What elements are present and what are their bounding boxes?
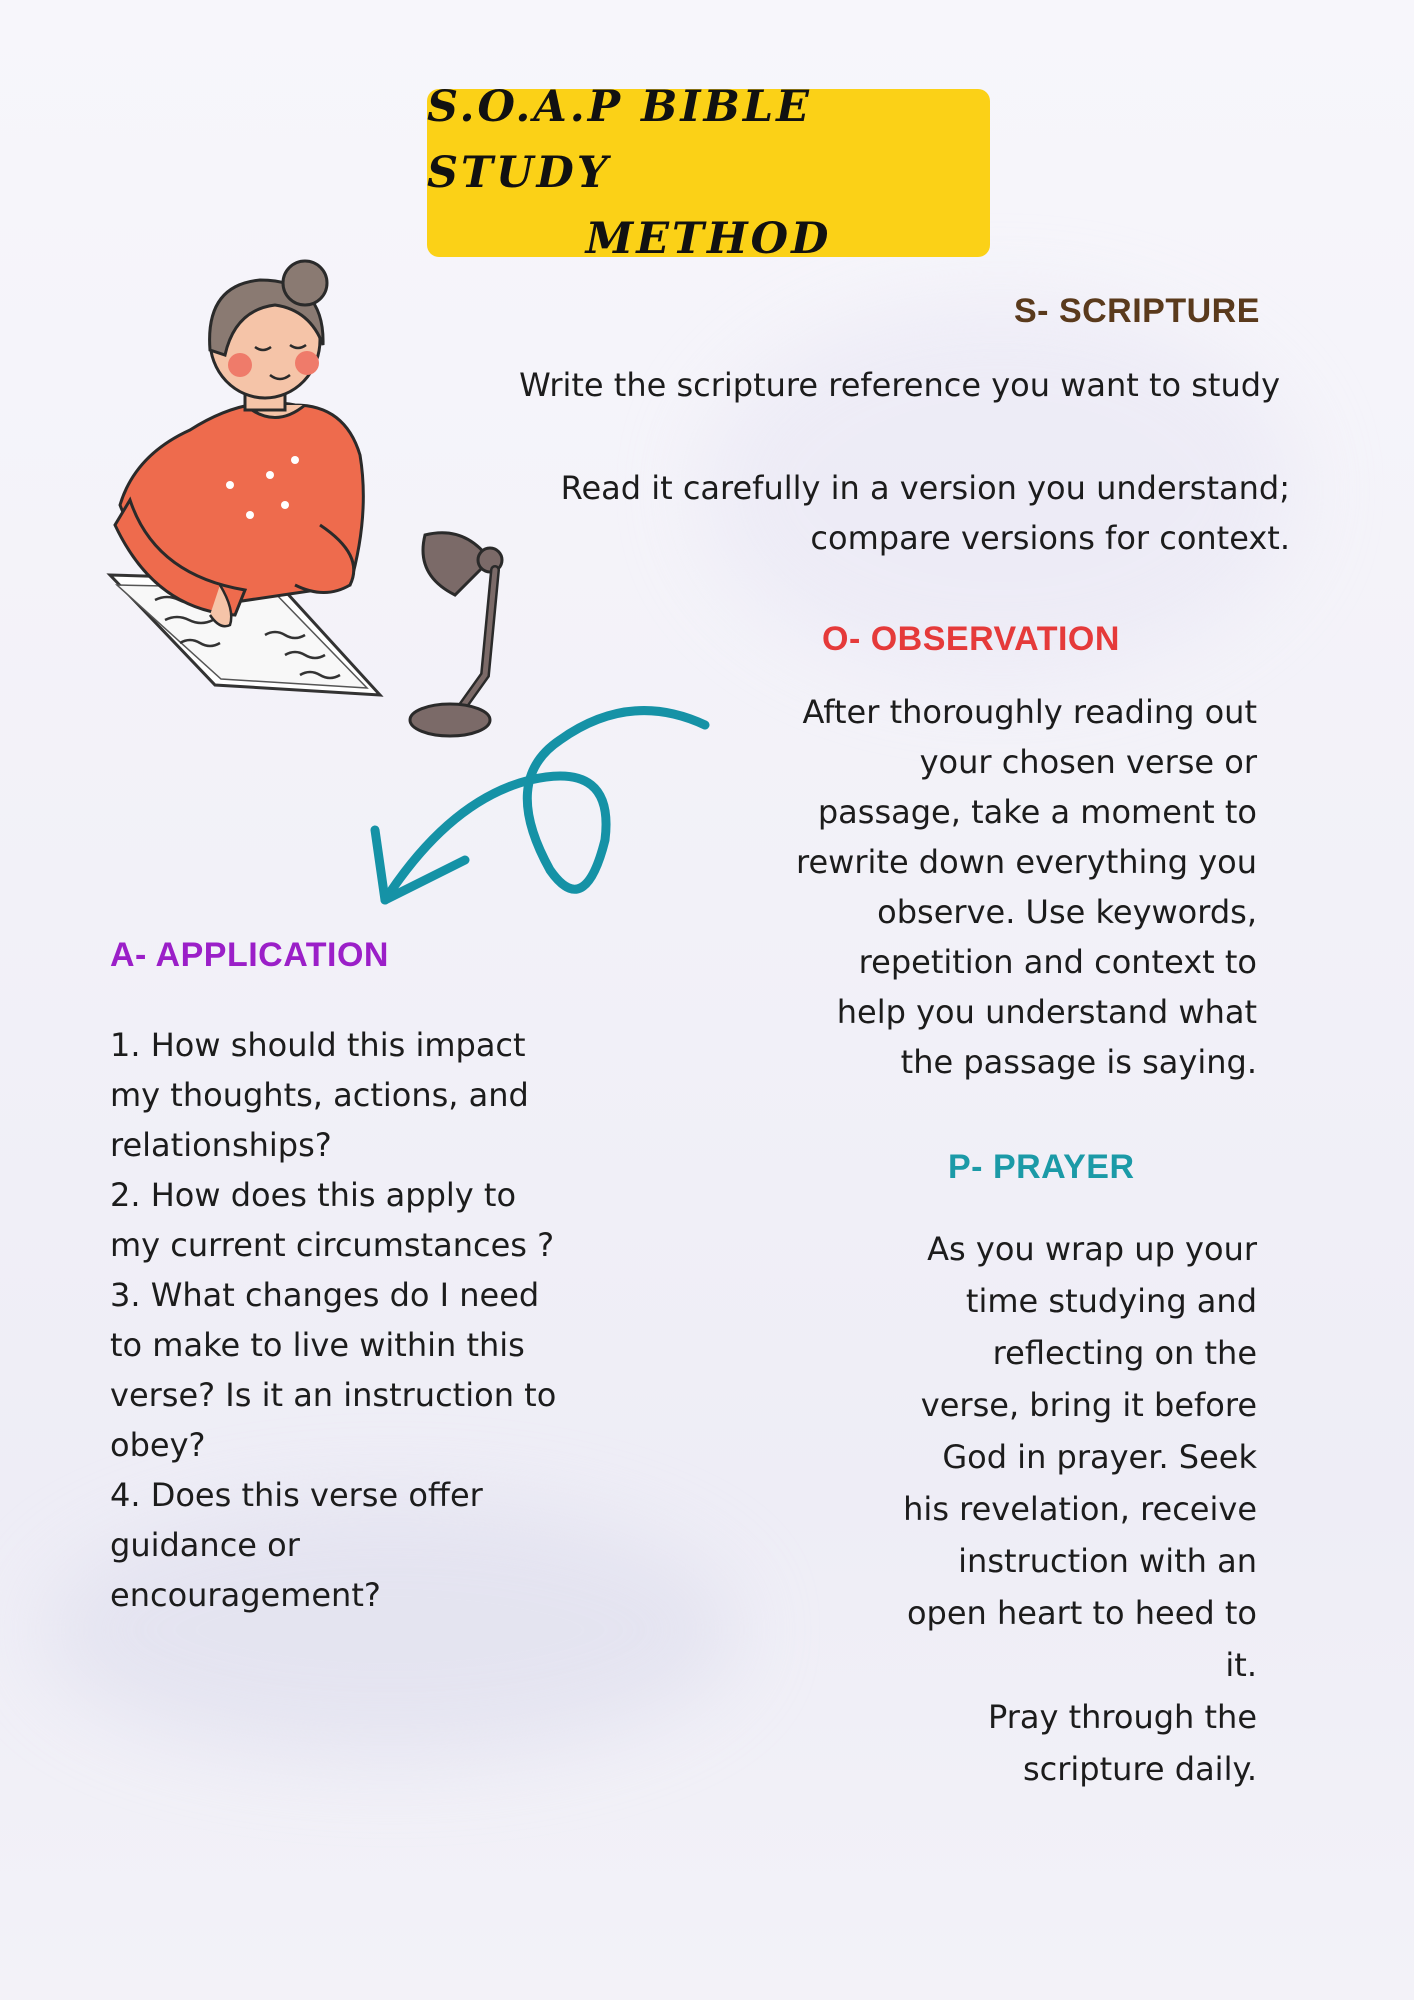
observation-text bbox=[796, 687, 1257, 1087]
prayer-line: his revelation, receive bbox=[903, 1490, 1257, 1528]
prayer-line: time studying and bbox=[965, 1282, 1257, 1320]
application-line: to make to live within this bbox=[110, 1326, 525, 1364]
observation-line: observe. Use keywords, bbox=[877, 893, 1257, 931]
prayer-text bbox=[903, 1223, 1257, 1795]
application-heading: A- APPLICATION bbox=[110, 936, 389, 974]
application-line: obey? bbox=[110, 1426, 206, 1464]
prayer-line: instruction with an bbox=[958, 1542, 1257, 1580]
observation-line: rewrite down everything you bbox=[796, 843, 1257, 881]
application-line: relationships? bbox=[110, 1126, 332, 1164]
scripture-text-line: Write the scripture reference you want to study bbox=[519, 366, 1280, 404]
prayer-heading: P- PRAYER bbox=[948, 1148, 1135, 1186]
application-line: 4. Does this verse offer bbox=[110, 1476, 483, 1514]
application-line: 2. How does this apply to bbox=[110, 1176, 517, 1214]
application-line: my current circumstances ? bbox=[110, 1226, 555, 1264]
application-line: verse? Is it an instruction to bbox=[110, 1376, 557, 1414]
observation-line: repetition and context to bbox=[858, 943, 1257, 981]
title-line-2: METHOD bbox=[585, 214, 832, 264]
scripture-heading: S- SCRIPTURE bbox=[1014, 292, 1260, 330]
prayer-line: open heart to heed to bbox=[906, 1594, 1257, 1632]
prayer-line: God in prayer. Seek bbox=[942, 1438, 1257, 1476]
prayer-line: As you wrap up your bbox=[927, 1230, 1257, 1268]
scripture-reading-line: Read it carefully in a version you understand; bbox=[560, 469, 1290, 507]
scripture-text bbox=[519, 360, 1280, 410]
observation-line: After thoroughly reading out bbox=[802, 693, 1257, 731]
prayer-line: scripture daily. bbox=[1022, 1750, 1257, 1788]
prayer-line: it. bbox=[1225, 1646, 1257, 1684]
scripture-reading-line: compare versions for context. bbox=[810, 519, 1290, 557]
curly-arrow-icon bbox=[370, 700, 715, 930]
scripture-reading-text bbox=[561, 463, 1290, 563]
observation-line: the passage is saying. bbox=[900, 1043, 1257, 1081]
prayer-line: verse, bring it before bbox=[920, 1386, 1257, 1424]
title-banner bbox=[427, 82, 990, 264]
prayer-line: Pray through the bbox=[987, 1698, 1257, 1736]
application-line: 1. How should this impact bbox=[110, 1026, 526, 1064]
observation-line: help you understand what bbox=[836, 993, 1257, 1031]
title-line-1: S.O.A.P BIBLE STUDY bbox=[427, 82, 812, 198]
observation-line: your chosen verse or bbox=[919, 743, 1257, 781]
observation-heading: O- OBSERVATION bbox=[822, 620, 1120, 658]
application-line: my thoughts, actions, and bbox=[110, 1076, 529, 1114]
prayer-line: reflecting on the bbox=[992, 1334, 1257, 1372]
application-line: encouragement? bbox=[110, 1576, 381, 1614]
application-line: 3. What changes do I need bbox=[110, 1276, 540, 1314]
observation-line: passage, take a moment to bbox=[817, 793, 1257, 831]
application-text bbox=[110, 1020, 556, 1620]
application-line: guidance or bbox=[110, 1526, 300, 1564]
